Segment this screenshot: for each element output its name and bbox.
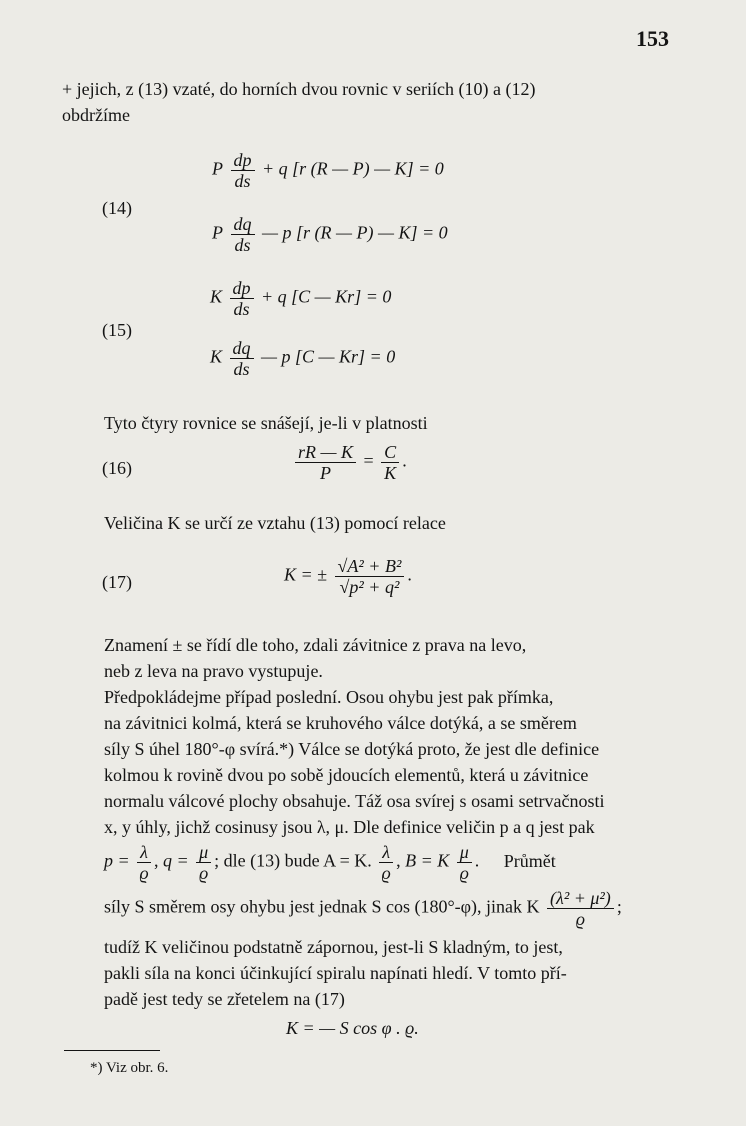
inline-formula-2 xyxy=(104,888,622,929)
eq-symbol: p = xyxy=(104,850,130,871)
text-line: obdržíme xyxy=(62,105,130,125)
fraction-denominator: ds xyxy=(234,171,251,191)
eq-text: síly S směrem osy ohybu jest jednak S cos (180°-φ), jinak K xyxy=(104,896,540,917)
text-line: neb z leva na pravo vystupuje. xyxy=(104,661,323,681)
equation-15b xyxy=(210,338,395,379)
fraction-numerator: (λ² + μ²) xyxy=(547,888,614,909)
footnote-rule xyxy=(64,1050,160,1051)
page-number: 153 xyxy=(636,26,669,51)
inline-formula-1: p = $\frac{\lambda}{ϱ}$ , q = $\frac{\mu}{ϱ}$ ; dle (13) bude A = K. $\frac{\lambda}{ϱ}$ , B = K $\frac{\mu}{ϱ}$ . Průmět xyxy=(104,842,556,883)
fraction-denominator: ϱ xyxy=(199,863,209,883)
equation-label-15: (15) xyxy=(102,320,132,340)
eq-sign: = xyxy=(363,450,374,471)
eq-text: ; dle (13) bude A = K. xyxy=(214,850,372,871)
eq-symbol: K xyxy=(210,346,223,367)
eq-final-text: K = — S cos φ . ϱ. xyxy=(286,1018,419,1038)
fraction-numerator: λ xyxy=(137,842,151,863)
fraction-denominator: √p² + q² xyxy=(339,577,400,597)
fraction-denominator: ds xyxy=(233,299,250,319)
fraction-numerator: rR — K xyxy=(295,442,356,463)
fraction-numerator: dp xyxy=(230,278,254,299)
fraction-denominator: ϱ xyxy=(139,863,149,883)
fraction xyxy=(379,842,393,883)
equation-label-16: (16) xyxy=(102,458,132,478)
equation-label-14: (14) xyxy=(102,198,132,218)
fraction-denominator: K xyxy=(384,463,397,483)
fraction-numerator: dp xyxy=(231,150,255,171)
equation-16 xyxy=(292,442,407,483)
fraction-numerator: C xyxy=(381,442,399,463)
eq-symbol: B = K xyxy=(405,850,450,871)
fraction xyxy=(295,442,356,483)
text-line: pakli síla na konci účinkující spiralu napínati hledí. V tomto pří- xyxy=(104,963,567,983)
equation-14a xyxy=(212,150,444,191)
eq-rhs: — p [r (R — P) — K] = 0 xyxy=(262,222,448,243)
paragraph-condition xyxy=(104,410,676,436)
fraction-denominator: ds xyxy=(234,235,251,255)
text-line: x, y úhly, jichž cosinusy jsou λ, μ. Dle definice veličin p a q jest pak xyxy=(104,817,595,837)
fraction-numerator: √A² + B² xyxy=(335,556,405,577)
fraction-denominator: ds xyxy=(233,359,250,379)
equation-17 xyxy=(284,556,412,597)
fraction-numerator: μ xyxy=(457,842,472,863)
fraction xyxy=(231,214,255,255)
text-line: síly S úhel 180°-φ svírá.*) Válce se dotýká proto, že jest dle definice xyxy=(104,739,600,759)
fraction xyxy=(547,888,614,929)
text-line: padě jest tedy se zřetelem na (17) xyxy=(104,989,345,1009)
fraction xyxy=(381,442,399,483)
text-line: normalu válcové plochy obsahuje. Táž osa svírej s osami setrvačnosti xyxy=(104,791,605,811)
eq-end: . xyxy=(402,450,407,471)
fraction-numerator: dq xyxy=(231,214,255,235)
fraction-denominator: P xyxy=(320,463,331,483)
text-line: + jejich, z (13) vzaté, do horních dvou rovnic v seriích (10) a (12) xyxy=(62,79,536,99)
fraction xyxy=(230,338,254,379)
equation-label-17: (17) xyxy=(102,572,132,592)
paragraph-intro xyxy=(62,76,674,128)
eq-symbol: K xyxy=(210,286,223,307)
fraction-denominator: ϱ xyxy=(381,863,391,883)
equation-15a xyxy=(210,278,391,319)
text-line: Tyto čtyry rovnice se snášejí, je-li v platnosti xyxy=(104,413,428,433)
equation-14b xyxy=(212,214,448,255)
fraction-numerator: λ xyxy=(379,842,393,863)
fraction xyxy=(335,556,405,597)
eq-text: Průmět xyxy=(503,850,556,871)
eq-symbol: q = xyxy=(162,850,189,871)
paragraph-conclusion xyxy=(104,934,676,1012)
text-line: Veličina K se určí ze vztahu (13) pomocí relace xyxy=(104,513,446,533)
fraction-denominator: ϱ xyxy=(459,863,469,883)
eq-rhs: — p [C — Kr] = 0 xyxy=(261,346,396,367)
eq-rhs: + q [r (R — P) — K] = 0 xyxy=(262,158,444,179)
fraction-denominator: ϱ xyxy=(575,909,585,929)
fraction-numerator: dq xyxy=(230,338,254,359)
eq-end: ; xyxy=(616,896,622,917)
text-line: tudíž K veličinou podstatně zápornou, jest-li S kladným, to jest, xyxy=(104,937,563,957)
eq-end: . xyxy=(407,564,412,585)
fraction xyxy=(457,842,472,883)
eq-symbol: P xyxy=(212,222,223,243)
eq-lhs: K = ± xyxy=(284,564,328,585)
equation-final xyxy=(286,1018,419,1039)
fraction xyxy=(196,842,211,883)
fraction xyxy=(137,842,151,883)
fraction xyxy=(230,278,254,319)
paragraph-sign xyxy=(104,632,676,684)
eq-rhs: + q [C — Kr] = 0 xyxy=(261,286,392,307)
paragraph-main xyxy=(104,684,676,840)
text-line: kolmou k rovině dvou po sobě jdoucích elementů, která u závitnice xyxy=(104,765,589,785)
paragraph-relation xyxy=(104,510,676,536)
fraction-numerator: μ xyxy=(196,842,211,863)
text-line: Znamení ± se řídí dle toho, zdali závitnice z prava na levo, xyxy=(104,635,527,655)
text-line: Předpokládejme případ poslední. Osou ohybu jest pak přímka, xyxy=(104,687,554,707)
text-line: na závitnici kolmá, která se kruhového válce dotýká, a se směrem xyxy=(104,713,577,733)
footnote: *) Viz obr. 6. xyxy=(90,1060,169,1076)
fraction xyxy=(231,150,255,191)
eq-symbol: P xyxy=(212,158,223,179)
